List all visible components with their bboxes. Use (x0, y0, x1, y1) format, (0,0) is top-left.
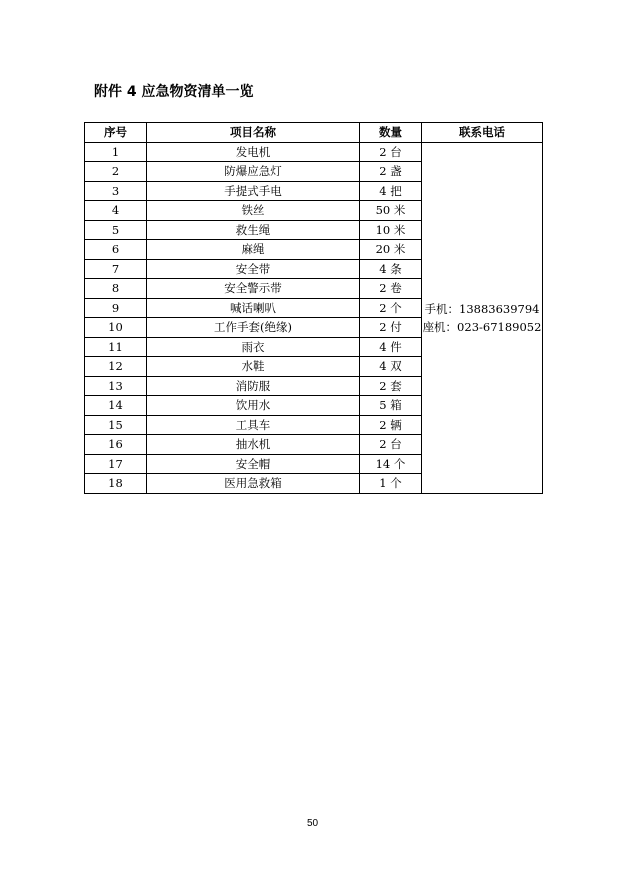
row-name: 手提式手电 (147, 181, 360, 201)
row-quantity: 20 米 (360, 240, 422, 260)
row-quantity: 2 盏 (360, 162, 422, 182)
row-name: 消防服 (147, 376, 360, 396)
row-index: 2 (85, 162, 147, 182)
row-quantity: 1 个 (360, 474, 422, 494)
row-index: 4 (85, 201, 147, 221)
row-name: 安全带 (147, 259, 360, 279)
row-index: 18 (85, 474, 147, 494)
row-name: 雨衣 (147, 337, 360, 357)
row-name: 饮用水 (147, 396, 360, 416)
row-quantity: 50 米 (360, 201, 422, 221)
row-quantity: 5 箱 (360, 396, 422, 416)
row-name: 救生绳 (147, 220, 360, 240)
row-name: 水鞋 (147, 357, 360, 377)
table-header-row (85, 123, 543, 143)
row-name: 麻绳 (147, 240, 360, 260)
document-title: 附件 4 应急物资清单一览 (94, 84, 254, 100)
row-quantity: 10 米 (360, 220, 422, 240)
row-name: 医用急救箱 (147, 474, 360, 494)
row-name: 防爆应急灯 (147, 162, 360, 182)
row-name: 发电机 (147, 142, 360, 162)
row-index: 16 (85, 435, 147, 455)
row-index: 10 (85, 318, 147, 338)
row-name: 铁丝 (147, 201, 360, 221)
row-name: 安全帽 (147, 454, 360, 474)
row-name: 喊话喇叭 (147, 298, 360, 318)
row-quantity: 2 辆 (360, 415, 422, 435)
row-index: 7 (85, 259, 147, 279)
row-name: 工作手套(绝缘) (147, 318, 360, 338)
row-quantity: 4 把 (360, 181, 422, 201)
row-quantity: 14 个 (360, 454, 422, 474)
row-quantity: 2 台 (360, 142, 422, 162)
row-quantity: 4 件 (360, 337, 422, 357)
row-index: 12 (85, 357, 147, 377)
page-number: 50 (306, 818, 319, 829)
row-index: 11 (85, 337, 147, 357)
row-index: 8 (85, 279, 147, 299)
table-row (85, 142, 543, 162)
header-contact: 联系电话 (422, 123, 543, 143)
row-quantity: 2 套 (360, 376, 422, 396)
contact-landline: 座机：023-67189052 (422, 319, 542, 334)
row-name: 抽水机 (147, 435, 360, 455)
row-quantity: 2 个 (360, 298, 422, 318)
row-quantity: 2 付 (360, 318, 422, 338)
emergency-supplies-table (84, 122, 543, 494)
row-index: 1 (85, 142, 147, 162)
row-quantity: 2 台 (360, 435, 422, 455)
row-name: 工具车 (147, 415, 360, 435)
row-quantity: 4 条 (360, 259, 422, 279)
row-quantity: 4 双 (360, 357, 422, 377)
header-index: 序号 (85, 123, 147, 143)
table-body (85, 142, 543, 493)
header-quantity: 数量 (360, 123, 422, 143)
row-quantity: 2 卷 (360, 279, 422, 299)
row-index: 3 (85, 181, 147, 201)
row-index: 6 (85, 240, 147, 260)
contact-mobile: 手机：13883639794 (424, 301, 540, 316)
row-index: 9 (85, 298, 147, 318)
contact-cell (422, 142, 543, 493)
row-index: 15 (85, 415, 147, 435)
row-name: 安全警示带 (147, 279, 360, 299)
header-name: 项目名称 (147, 123, 360, 143)
row-index: 5 (85, 220, 147, 240)
row-index: 17 (85, 454, 147, 474)
row-index: 13 (85, 376, 147, 396)
row-index: 14 (85, 396, 147, 416)
